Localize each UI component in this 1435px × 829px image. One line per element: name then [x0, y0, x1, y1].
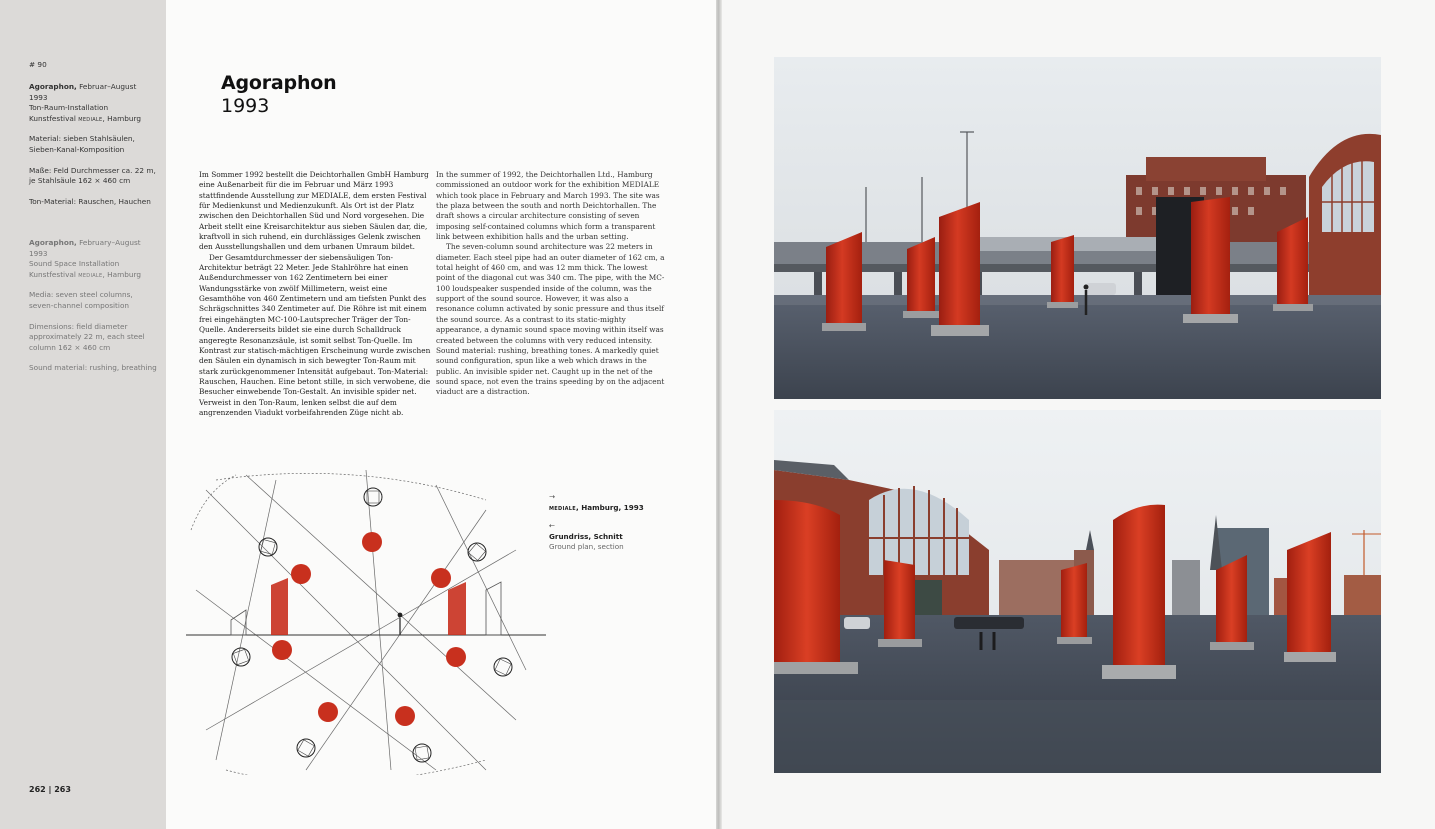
metadata-dimensions-en: Dimensions: field diameter approximately 22 m, each steel column 162 × 460 cm: [29, 321, 145, 352]
photo-caption-festival: mediale: [549, 502, 576, 512]
material-line-1: Material: sieben Stahlsäulen,: [29, 134, 135, 144]
page-year: 1993: [221, 95, 270, 117]
body-text-german: [199, 170, 435, 418]
photo-plaza-halls-image: [774, 410, 1381, 773]
photo-plaza-viaduct: [774, 57, 1381, 399]
metadata-english: [29, 238, 157, 384]
plan-caption: [549, 521, 659, 553]
material-line-2: Sieben-Kanal-Komposition: [29, 144, 125, 154]
paragraph-de-2: Der Gesamtdurchmesser der siebensäuligen Ton-Architektur beträgt 22 Meter. Jede Stahlröhre hat einen Außendurchmesser von 162 Zentimetern bei einer Wandungsstärke von zwölf Millimetern, weist eine Gesamthöhe von 460 Zentimetern und am tiefsten Punkt des Schrägschnittes 340 Zentimeter auf. Die Röhre ist mit einem frei eingehängten MC-100-Lautsprecher Träger der Ton-Quelle. Andererseits bildet sie eine durch Schalldruck angeregte Resonanzsäule, ist somit selbst Ton-Quelle. Im Kontrast zur statisch-mächtigen Erscheinung wurde zwischen den Säulen ein dynamisch in sich bewegter Ton-Raum mit stark zurückgenommener Intensität aufgebaut. Ton-Material: Rauschen, Hauchen. Eine betont stille, in sich verwobene, die Besucher einwebende Ton-Gestalt. An invisible spider net. Verweist in den Ton-Raum, lenken selbst die auf dem angrenzenden Viadukt vorbeifahrenden Züge nicht ab.: [199, 252, 431, 417]
festival-post: , Hamburg: [102, 113, 141, 123]
work-date: Februar–August 1993: [29, 82, 137, 102]
metadata-media-en: Media: seven steel columns, seven-channel composition: [29, 290, 133, 310]
work-title-en: Agoraphon,: [29, 238, 77, 247]
plan-caption-de: Grundriss, Schnitt: [549, 531, 623, 541]
metadata-dimensions: [29, 166, 157, 187]
photo-caption-rest: , Hamburg, 1993: [575, 502, 644, 512]
section-columns: [231, 578, 501, 635]
arrow-left-icon: ←: [549, 521, 556, 530]
paragraph-de-1: Im Sommer 1992 bestellt die Deichtorhallen GmbH Hamburg eine Außenarbeit für die im Februar und März 1993 stattfindende Ausstellung zur MEDIALE, dem ersten Festival für Medienkunst und Medienzukunft. Als Ort ist der Platz zwischen den Deichtorhallen Süd und Nord vorgesehen. Die Arbeit stellt eine Kreisarchitektur aus sieben Säulen dar, die, kraftvoll in sich ruhend, ein durchlässiges Gelenk zwischen den Ausstellungshallen und dem urbanen Umraum bildet.: [199, 170, 429, 252]
left-page: [0, 0, 716, 829]
margin-column: [0, 0, 166, 829]
right-page: [722, 0, 1435, 829]
photo-plaza-halls: [774, 410, 1381, 773]
work-type: Ton-Raum-Installation: [29, 103, 109, 113]
festival-pre-en: Kunstfestival: [29, 269, 79, 279]
page-numbers: 262 | 263: [29, 785, 71, 795]
work-title: Agoraphon,: [29, 82, 77, 91]
metadata-title-block-en: [29, 238, 157, 280]
metadata-material: [29, 134, 157, 155]
work-type-en: Sound Space Installation: [29, 259, 120, 269]
photo-plaza-viaduct-image: [774, 57, 1381, 399]
festival-post-en: , Hamburg: [102, 269, 141, 279]
figure-captions: [549, 492, 659, 561]
arrow-right-icon: →: [549, 492, 556, 501]
metadata-title-block: [29, 82, 157, 124]
photo-caption: [549, 492, 659, 513]
dimensions-line-1: Maße: Feld Durchmesser ca. 22 m,: [29, 165, 156, 175]
paragraph-en-2: The seven-column sound architecture was 22 meters in diameter. Each steel pipe had an outer diameter of 162 cm, a total height of 460 cm, and was 12 mm thick. The lowest point of the diagonal cut was 340 cm. The pipe, with the MC-100 loudspeaker suspended inside of the column, was the support of the sound source. However, it was also a resonance column activated by sonic pressure and thus itself the sound source. As a contrast to its static-mighty appearance, a dynamic sound space moving within itself was created between the columns with very reduced intensity. Sound material: rushing, breathing tones. A markedly quiet sound configuration, spun like a web which draws in the public. An invisible spider net. Caught up in the net of the sound space, not even the trains speeding by on the adjacent viaduct are a distraction.: [436, 242, 665, 397]
ground-plan-sketch: [186, 470, 546, 775]
plan-caption-en: Ground plan, section: [549, 542, 624, 551]
paragraph-en-1: In the summer of 1992, the Deichtorhallen Ltd., Hamburg commissioned an outdoor work for the exhibition MEDIALE which took place in February and March 1993. The site was the plaza between the south and north Deichtorhallen. The draft shows a circular architecture consisting of seven imposing self-contained columns which form a transparent link between exhibition halls and the urban setting.: [436, 170, 660, 242]
page-title: Agoraphon: [221, 72, 337, 94]
festival-pre: Kunstfestival: [29, 113, 79, 123]
dimensions-line-2: je Stahlsäule 162 × 460 cm: [29, 176, 131, 186]
body-text-english: [436, 170, 668, 398]
metadata-sound: Ton-Material: Rauschen, Hauchen: [29, 196, 151, 206]
metadata-german: [29, 82, 157, 217]
catalog-number: # 90: [29, 60, 47, 69]
festival-name-en: mediale: [78, 269, 103, 279]
metadata-sound-en: Sound material: rushing, breathing: [29, 363, 157, 373]
festival-name: mediale: [78, 113, 103, 123]
work-date-en: February–August 1993: [29, 238, 141, 258]
